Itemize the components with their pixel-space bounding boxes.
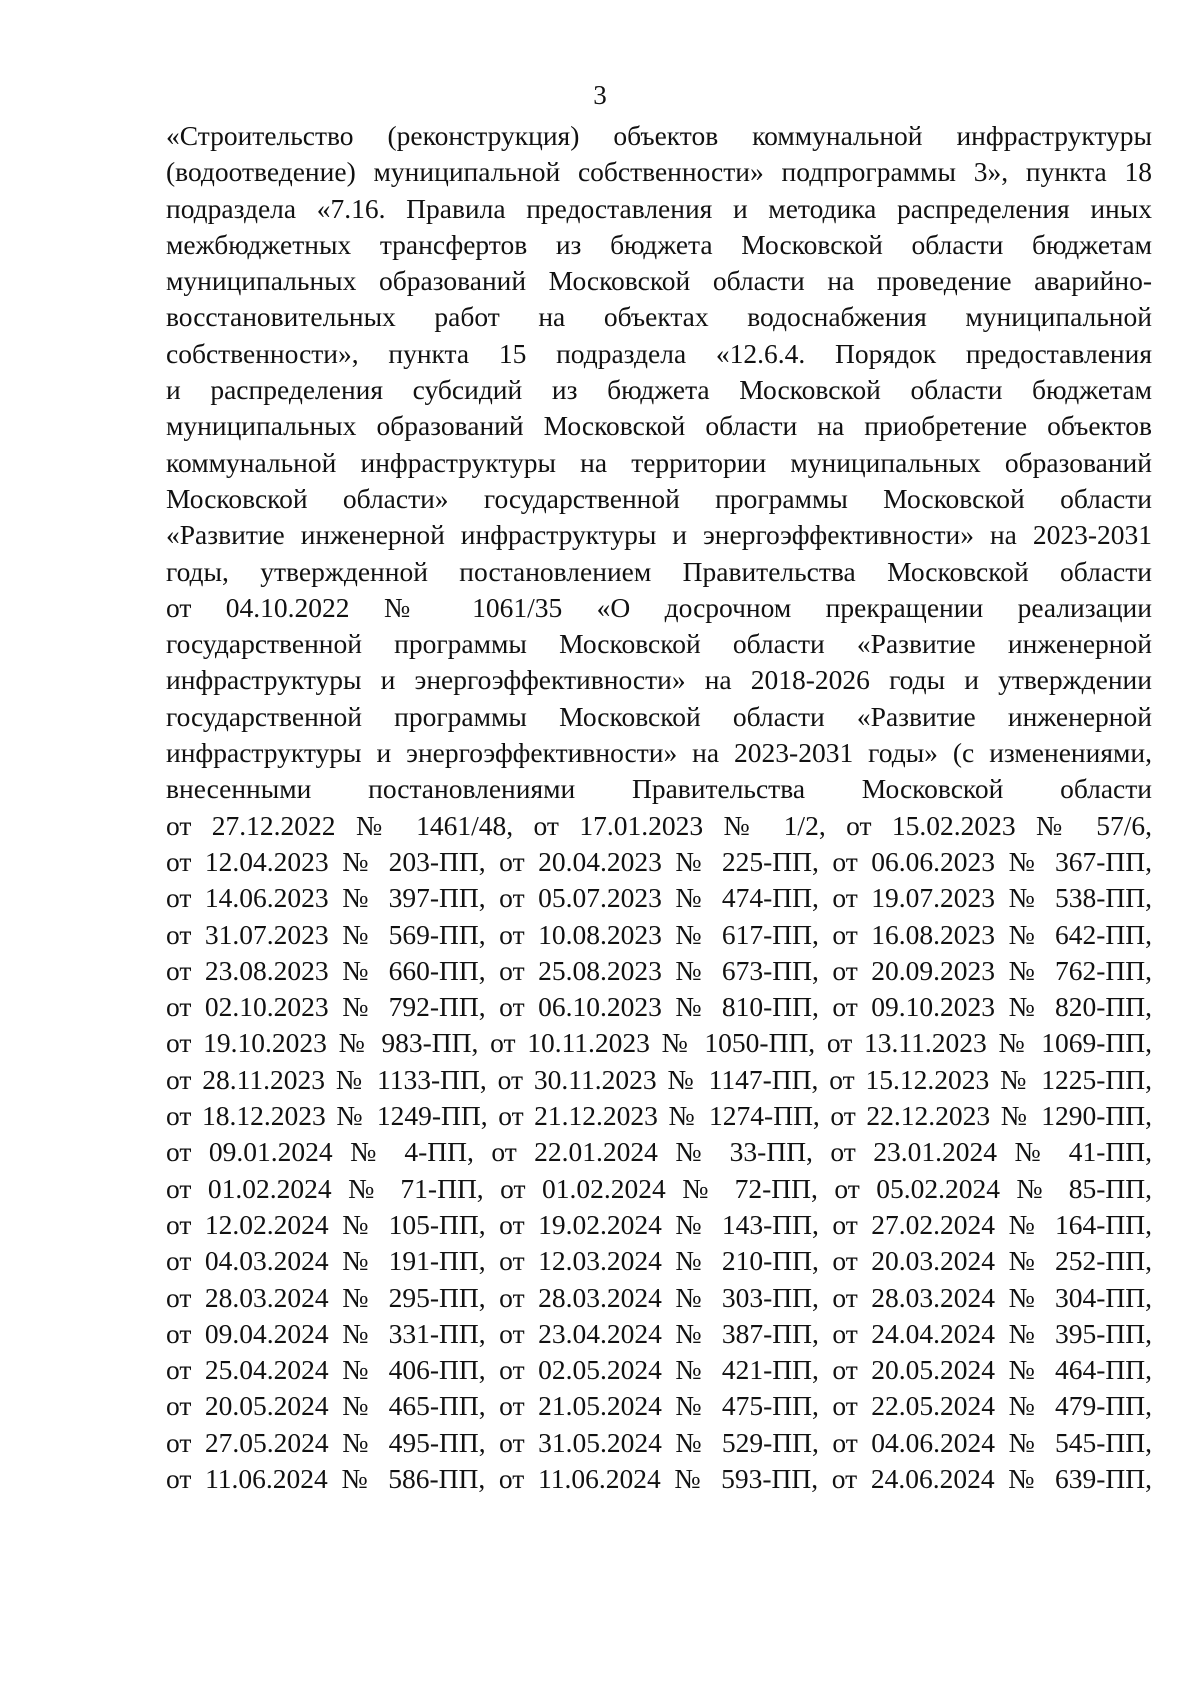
text-line: собственности», пункта 15 подраздела «12.6.4. Порядок предоставления	[166, 337, 1152, 369]
text-line: (водоотведение) муниципальной собственности» подпрограммы 3», пункта 18	[166, 156, 1152, 188]
text-line: инфраструктуры и энергоэффективности» на 2023-2031 годы» (с изменениями,	[166, 737, 1152, 769]
text-line: от 12.02.2024 № 105-ПП, от 19.02.2024 № 143-ПП, от 27.02.2024 № 164-ПП,	[166, 1208, 1152, 1240]
text-line: от 18.12.2023 № 1249-ПП, от 21.12.2023 № 1274-ПП, от 22.12.2023 № 1290-ПП,	[166, 1100, 1152, 1132]
text-line: от 27.12.2022 № 1461/48, от 17.01.2023 № 1/2, от 15.02.2023 № 57/6,	[166, 809, 1152, 841]
text-line: государственной программы Московской области «Развитие инженерной	[166, 700, 1152, 732]
text-line: от 23.08.2023 № 660-ПП, от 25.08.2023 № 673-ПП, от 20.09.2023 № 762-ПП,	[166, 954, 1152, 986]
text-line: от 01.02.2024 № 71-ПП, от 01.02.2024 № 72-ПП, от 05.02.2024 № 85-ПП,	[166, 1172, 1152, 1204]
text-line: межбюджетных трансфертов из бюджета Московской области бюджетам	[166, 228, 1152, 260]
text-line: от 27.05.2024 № 495-ПП, от 31.05.2024 № 529-ПП, от 04.06.2024 № 545-ПП,	[166, 1426, 1152, 1458]
text-line: от 04.10.2022 № 1061/35 «О досрочном прекращении реализации	[166, 591, 1152, 623]
text-line: и распределения субсидий из бюджета Московской области бюджетам	[166, 374, 1152, 406]
text-line: от 12.04.2023 № 203-ПП, от 20.04.2023 № 225-ПП, от 06.06.2023 № 367-ПП,	[166, 845, 1152, 877]
text-line: «Строительство (реконструкция) объектов коммунальной инфраструктуры	[166, 120, 1152, 151]
text-line: инфраструктуры и энергоэффективности» на 2018-2026 годы и утверждении	[166, 664, 1152, 696]
text-line: от 09.04.2024 № 331-ПП, от 23.04.2024 № 387-ПП, от 24.04.2024 № 395-ПП,	[166, 1317, 1152, 1349]
text-line: от 04.03.2024 № 191-ПП, от 12.03.2024 № 210-ПП, от 20.03.2024 № 252-ПП,	[166, 1245, 1152, 1277]
text-line: от 02.10.2023 № 792-ПП, от 06.10.2023 № 810-ПП, от 09.10.2023 № 820-ПП,	[166, 991, 1152, 1023]
text-line: годы, утвержденной постановлением Правительства Московской области	[166, 555, 1152, 587]
text-line: от 20.05.2024 № 465-ПП, от 21.05.2024 № 475-ПП, от 22.05.2024 № 479-ПП,	[166, 1390, 1152, 1422]
text-line: от 28.03.2024 № 295-ПП, от 28.03.2024 № 303-ПП, от 28.03.2024 № 304-ПП,	[166, 1281, 1152, 1313]
text-line: от 28.11.2023 № 1133-ПП, от 30.11.2023 № 1147-ПП, от 15.12.2023 № 1225-ПП,	[166, 1063, 1152, 1095]
text-line: от 14.06.2023 № 397-ПП, от 05.07.2023 № 474-ПП, от 19.07.2023 № 538-ПП,	[166, 882, 1152, 914]
text-line: муниципальных образований Московской области на приобретение объектов	[166, 410, 1152, 442]
text-line: от 31.07.2023 № 569-ПП, от 10.08.2023 № 617-ПП, от 16.08.2023 № 642-ПП,	[166, 918, 1152, 950]
text-line: от 19.10.2023 № 983-ПП, от 10.11.2023 № 1050-ПП, от 13.11.2023 № 1069-ПП,	[166, 1027, 1152, 1059]
text-line: «Развитие инженерной инфраструктуры и энергоэффективности» на 2023-2031	[166, 519, 1152, 551]
text-line: государственной программы Московской области «Развитие инженерной	[166, 628, 1152, 660]
text-line: от 25.04.2024 № 406-ПП, от 02.05.2024 № 421-ПП, от 20.05.2024 № 464-ПП,	[166, 1354, 1152, 1386]
text-line: коммунальной инфраструктуры на территории муниципальных образований	[166, 446, 1152, 478]
text-line: подраздела «7.16. Правила предоставления и методика распределения иных	[166, 192, 1152, 224]
text-line: Московской области» государственной программы Московской области	[166, 482, 1152, 514]
text-line: муниципальных образований Московской области на проведение аварийно-	[166, 265, 1152, 297]
text-line: от 09.01.2024 № 4-ПП, от 22.01.2024 № 33-ПП, от 23.01.2024 № 41-ПП,	[166, 1136, 1152, 1168]
text-line: восстановительных работ на объектах водоснабжения муниципальной	[166, 301, 1152, 333]
text-line: внесенными постановлениями Правительства Московской области	[166, 773, 1152, 805]
page-number: 3	[593, 80, 607, 110]
text-line: от 11.06.2024 № 586-ПП, от 11.06.2024 № 593-ПП, от 24.06.2024 № 639-ПП,	[166, 1462, 1152, 1494]
document-body	[166, 118, 1152, 1497]
